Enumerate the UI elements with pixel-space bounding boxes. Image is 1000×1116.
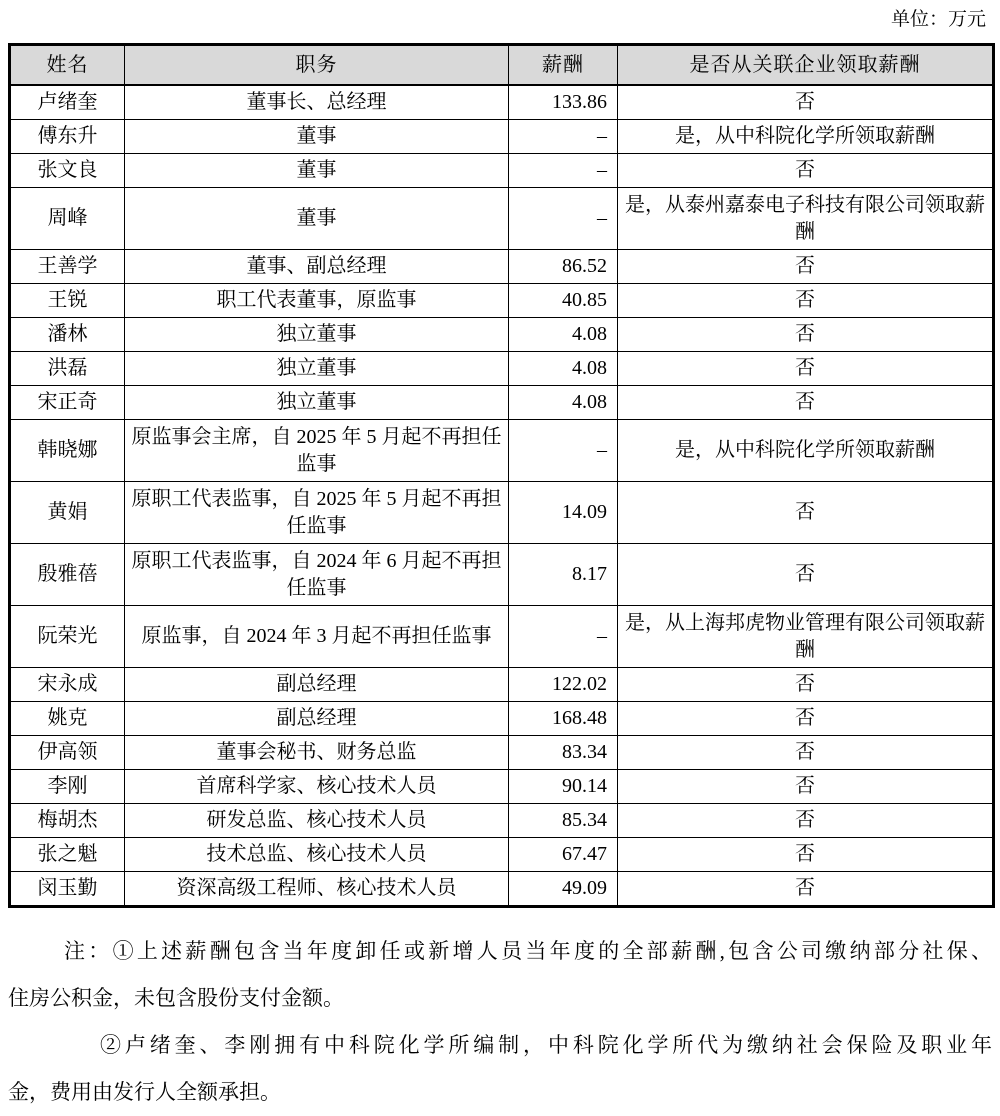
position-cell: 董事长、总经理 (125, 85, 509, 120)
related-cell: 否 (618, 85, 994, 120)
related-cell: 是，从中科院化学所领取薪酬 (618, 120, 994, 154)
position-cell: 资深高级工程师、核心技术人员 (125, 872, 509, 907)
related-cell: 否 (618, 318, 994, 352)
position-cell: 首席科学家、核心技术人员 (125, 770, 509, 804)
salary-cell: – (509, 154, 618, 188)
name-cell: 洪磊 (10, 352, 125, 386)
name-cell: 阮荣光 (10, 606, 125, 668)
related-cell: 否 (618, 702, 994, 736)
related-cell: 否 (618, 154, 994, 188)
related-cell: 否 (618, 804, 994, 838)
table-row (10, 804, 994, 838)
position-cell: 董事会秘书、财务总监 (125, 736, 509, 770)
name-cell: 王善学 (10, 250, 125, 284)
table-row (10, 318, 994, 352)
name-cell: 韩晓娜 (10, 420, 125, 482)
position-cell: 原监事，自 2024 年 3 月起不再担任监事 (125, 606, 509, 668)
notes (8, 928, 992, 1116)
position-cell: 董事 (125, 154, 509, 188)
salary-cell: 85.34 (509, 804, 618, 838)
name-cell: 伊高领 (10, 736, 125, 770)
col-header-name: 姓名 (10, 45, 125, 86)
compensation-table (8, 43, 995, 908)
position-cell: 独立董事 (125, 318, 509, 352)
position-cell: 独立董事 (125, 386, 509, 420)
note-line-1: 注：①上述薪酬包含当年度卸任或新增人员当年度的全部薪酬,包含公司缴纳部分社保、 (64, 939, 992, 963)
position-cell: 原职工代表监事，自 2024 年 6 月起不再担任监事 (125, 544, 509, 606)
name-cell: 梅胡杰 (10, 804, 125, 838)
header-row (10, 45, 994, 86)
name-cell: 闵玉勤 (10, 872, 125, 907)
salary-cell: 122.02 (509, 668, 618, 702)
related-cell: 否 (618, 736, 994, 770)
table-row (10, 386, 994, 420)
related-cell: 否 (618, 668, 994, 702)
salary-cell: 8.17 (509, 544, 618, 606)
table-row (10, 838, 994, 872)
table-row (10, 250, 994, 284)
position-cell: 原职工代表监事，自 2025 年 5 月起不再担任监事 (125, 482, 509, 544)
related-cell: 否 (618, 544, 994, 606)
unit-label: 单位：万元 (890, 9, 986, 30)
note-line-3: ②卢绪奎、李刚拥有中科院化学所编制，中科院化学所代为缴纳社会保险及职业年 (100, 1033, 992, 1057)
name-cell: 殷雅蓓 (10, 544, 125, 606)
related-cell: 是，从上海邦虎物业管理有限公司领取薪酬 (618, 606, 994, 668)
name-cell: 张文良 (10, 154, 125, 188)
table-row (10, 154, 994, 188)
position-cell: 董事、副总经理 (125, 250, 509, 284)
salary-cell: 90.14 (509, 770, 618, 804)
table-row (10, 702, 994, 736)
related-cell: 否 (618, 770, 994, 804)
position-cell: 副总经理 (125, 702, 509, 736)
col-header-salary: 薪酬 (509, 45, 618, 86)
position-cell: 副总经理 (125, 668, 509, 702)
salary-cell: 133.86 (509, 85, 618, 120)
related-cell: 否 (618, 872, 994, 907)
name-cell: 王锐 (10, 284, 125, 318)
name-cell: 宋永成 (10, 668, 125, 702)
position-cell: 职工代表董事，原监事 (125, 284, 509, 318)
related-cell: 否 (618, 386, 994, 420)
salary-cell: 40.85 (509, 284, 618, 318)
col-header-position: 职务 (125, 45, 509, 86)
salary-cell: – (509, 120, 618, 154)
salary-cell: – (509, 188, 618, 250)
table-row (10, 120, 994, 154)
position-cell: 董事 (125, 188, 509, 250)
position-cell: 技术总监、核心技术人员 (125, 838, 509, 872)
name-cell: 潘林 (10, 318, 125, 352)
salary-cell: 4.08 (509, 318, 618, 352)
salary-cell: – (509, 606, 618, 668)
table-row (10, 736, 994, 770)
salary-cell: 67.47 (509, 838, 618, 872)
position-cell: 研发总监、核心技术人员 (125, 804, 509, 838)
name-cell: 姚克 (10, 702, 125, 736)
name-cell: 张之魁 (10, 838, 125, 872)
related-cell: 否 (618, 352, 994, 386)
salary-cell: 49.09 (509, 872, 618, 907)
table-row (10, 284, 994, 318)
related-cell: 否 (618, 250, 994, 284)
name-cell: 宋正奇 (10, 386, 125, 420)
table-row (10, 482, 994, 544)
salary-cell: 4.08 (509, 352, 618, 386)
table-row (10, 544, 994, 606)
salary-cell: 83.34 (509, 736, 618, 770)
table-row (10, 85, 994, 120)
salary-cell: 14.09 (509, 482, 618, 544)
position-cell: 原监事会主席，自 2025 年 5 月起不再担任监事 (125, 420, 509, 482)
salary-cell: – (509, 420, 618, 482)
table-row (10, 770, 994, 804)
table-row (10, 668, 994, 702)
name-cell: 傅东升 (10, 120, 125, 154)
related-cell: 是，从泰州嘉泰电子科技有限公司领取薪酬 (618, 188, 994, 250)
col-header-related: 是否从关联企业领取薪酬 (618, 45, 994, 86)
salary-cell: 86.52 (509, 250, 618, 284)
note-line-2: 住房公积金，未包含股份支付金额。 (8, 986, 344, 1010)
name-cell: 卢绪奎 (10, 85, 125, 120)
related-cell: 否 (618, 838, 994, 872)
note-line-4: 金，费用由发行人全额承担。 (8, 1080, 281, 1104)
table-row (10, 420, 994, 482)
table-row (10, 872, 994, 907)
position-cell: 董事 (125, 120, 509, 154)
position-cell: 独立董事 (125, 352, 509, 386)
table-row (10, 606, 994, 668)
related-cell: 否 (618, 482, 994, 544)
name-cell: 黄娟 (10, 482, 125, 544)
related-cell: 是，从中科院化学所领取薪酬 (618, 420, 994, 482)
salary-cell: 4.08 (509, 386, 618, 420)
name-cell: 周峰 (10, 188, 125, 250)
salary-cell: 168.48 (509, 702, 618, 736)
related-cell: 否 (618, 284, 994, 318)
table-row (10, 188, 994, 250)
table-row (10, 352, 994, 386)
name-cell: 李刚 (10, 770, 125, 804)
